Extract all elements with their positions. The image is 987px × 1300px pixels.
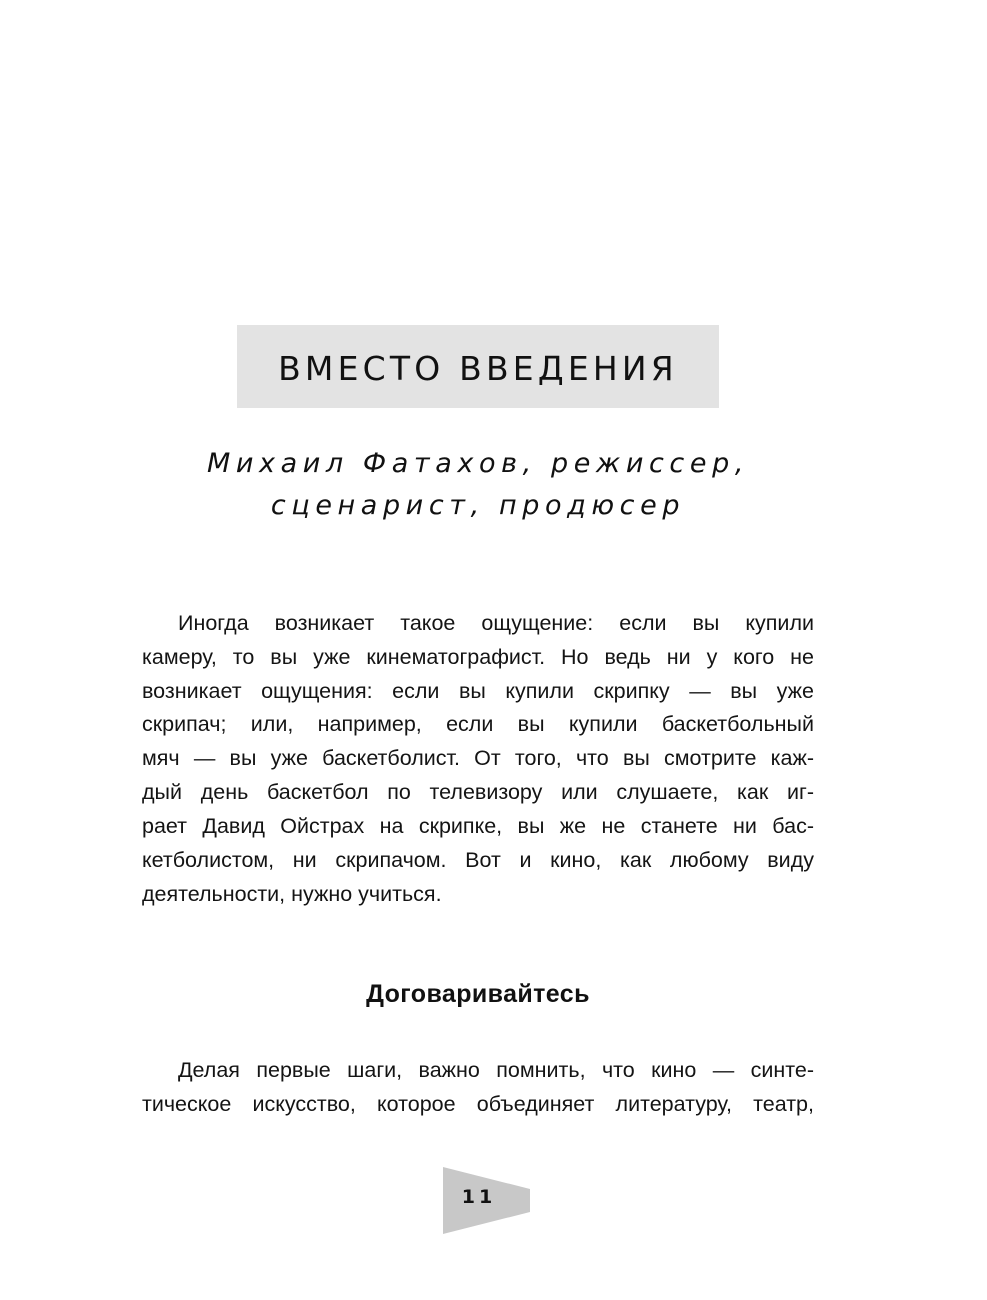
paragraph-line: камеру, то вы уже кинематографист. Но ведь ни у кого не [142,645,814,669]
page-number: 11 [461,1186,497,1208]
paragraph-line: скрипач; или, например, если вы купили баскетбольный [142,712,814,736]
author-line-2: сценарист, продюсер [270,490,686,521]
section-heading: Договаривайтесь [366,980,590,1008]
paragraph-line: рает Давид Ойстрах на скрипке, вы же не станете ни бас- [142,814,814,838]
paragraph-line: тическое искусство, которое объединяет литературу, театр, [142,1092,814,1116]
paragraph-line: Делая первые шаги, важно помнить, что кино — синте- [178,1058,814,1082]
paragraph-line: дый день баскетбол по телевизору или слушаете, как иг- [142,780,814,804]
paragraph-line: возникает ощущения: если вы купили скрипку — вы уже [142,679,814,703]
chapter-title: ВМЕСТО ВВЕДЕНИЯ [278,349,678,388]
paragraph-line: деятельности, нужно учиться. [142,882,442,906]
paragraph-line: мяч — вы уже баскетболист. От того, что вы смотрите каж- [142,746,814,770]
chapter-title-box [237,325,719,408]
paragraph-line: Иногда возникает такое ощущение: если вы купили [178,611,814,635]
author-line-1: Михаил Фатахов, режиссер, [206,448,750,479]
paragraph-line: кетболистом, ни скрипачом. Вот и кино, как любому виду [142,848,814,872]
